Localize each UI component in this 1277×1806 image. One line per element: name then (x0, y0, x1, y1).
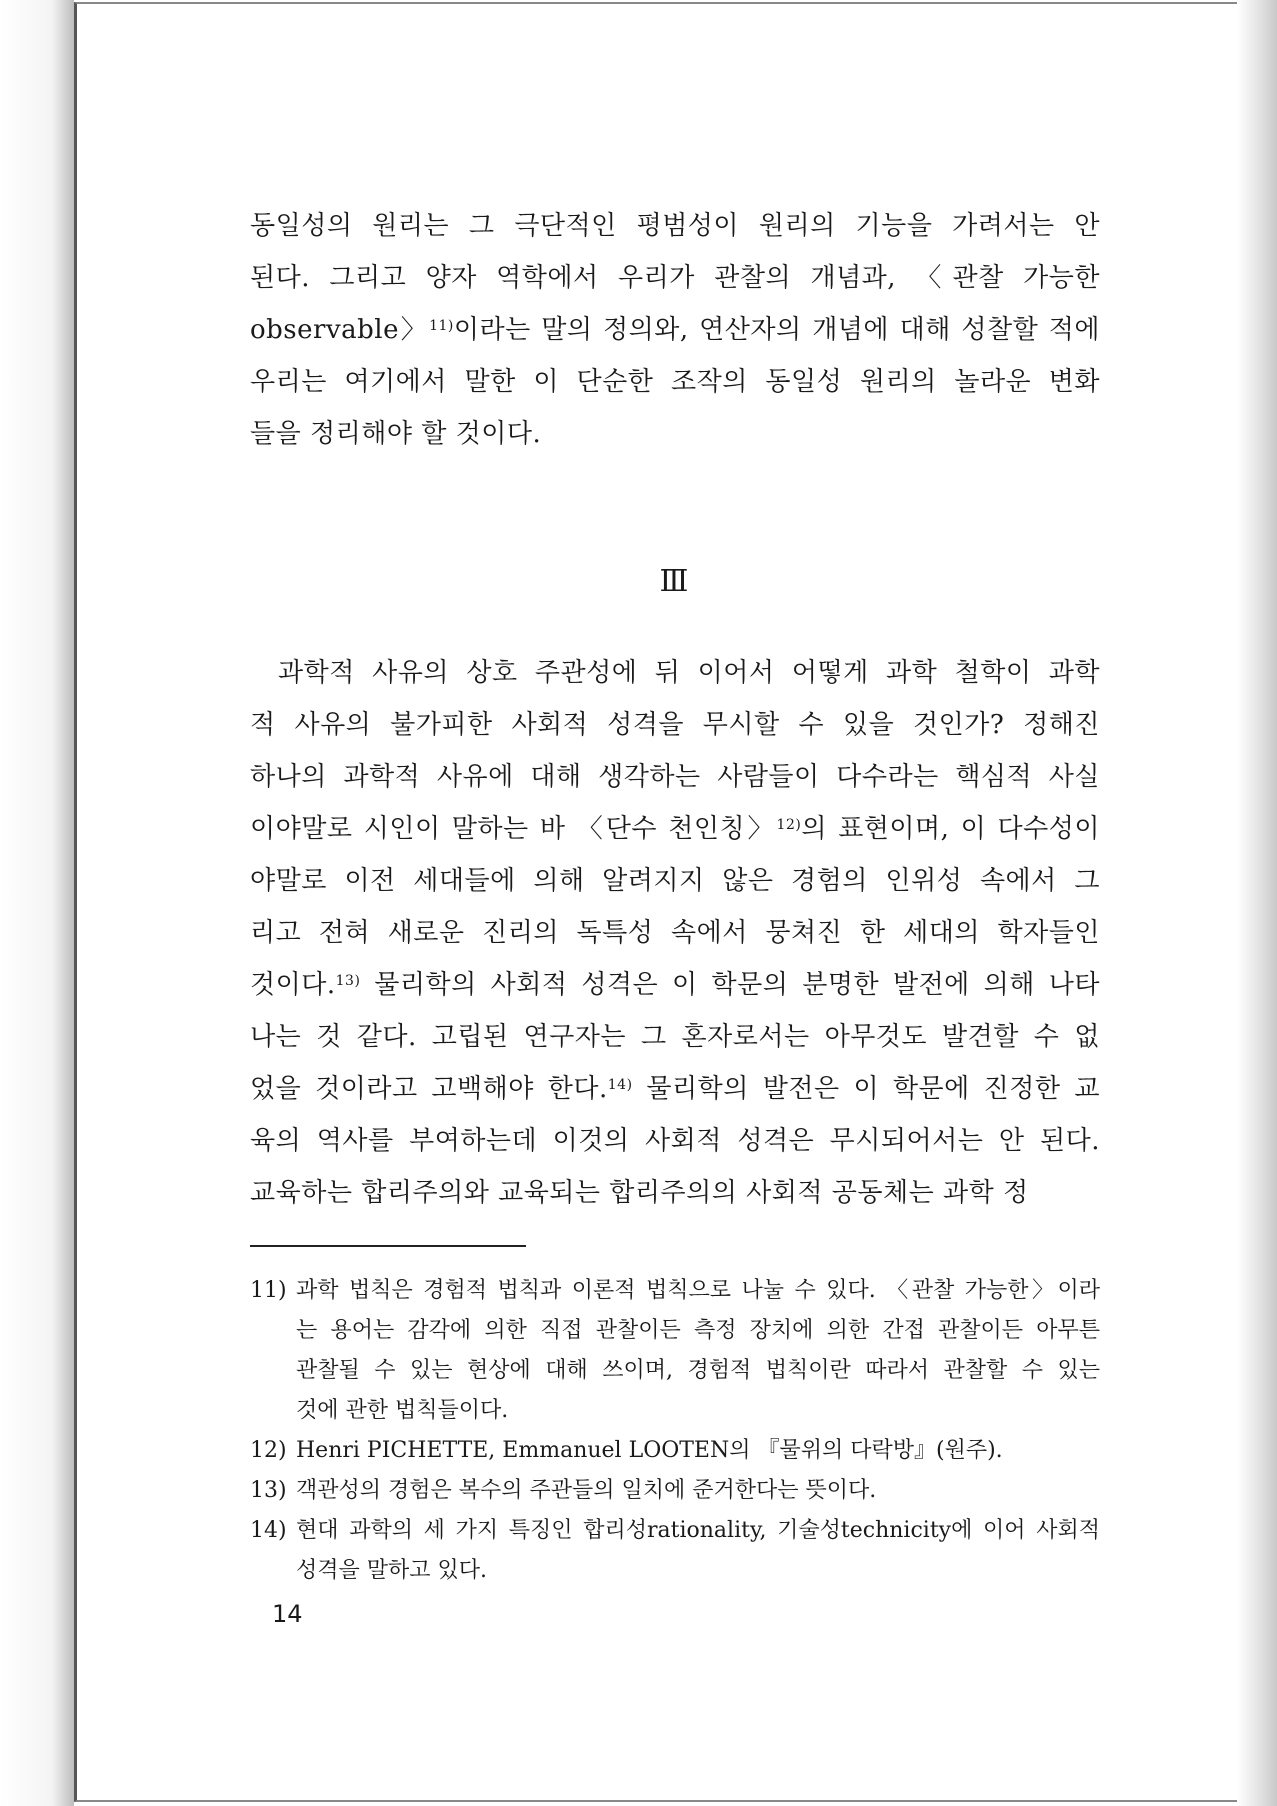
footnote-text (296, 1471, 1100, 1511)
text-segment: observable〉 (250, 315, 430, 345)
footnote-text (296, 1271, 1100, 1431)
footnotes (250, 1271, 1100, 1591)
text-line (250, 304, 1100, 356)
footnote-number: 14) (250, 1518, 287, 1543)
text-line: 리고 전혀 새로운 진리의 독특성 속에서 뭉쳐진 한 세대의 학자들인 (250, 918, 1100, 948)
footnote (250, 1511, 1100, 1591)
footnote-ref[interactable]: 13) (335, 973, 361, 989)
text-line: 현대 과학의 세 가지 특징인 합리성rationality, 기술성technicity에 이어 사회적 (296, 1518, 1100, 1543)
page-number: 14 (272, 1600, 303, 1628)
footnote-number: 11) (250, 1278, 287, 1303)
text-line: 과학 법칙은 경험적 법칙과 이론적 법칙으로 나눌 수 있다. 〈관찰 가능한〉이라 (296, 1278, 1100, 1303)
footnote-text (296, 1431, 1100, 1471)
text-line: 나는 것 같다. 고립된 연구자는 그 혼자로서는 아무것도 발견할 수 없 (250, 1022, 1100, 1052)
footnote-text (296, 1511, 1100, 1591)
text-line: 적 사유의 불가피한 사회적 성격을 무시할 수 있을 것인가? 정해진 (250, 710, 1100, 740)
footnote-ref[interactable]: 11) (429, 318, 454, 334)
text-segment: 의 표현이며, 이 다수성이 (801, 814, 1100, 844)
footnote (250, 1271, 1100, 1431)
text-segment: 것이다. (250, 970, 336, 1000)
text-segment: 물리학의 사회적 성격은 이 학문의 분명한 발전에 의해 나타 (360, 970, 1100, 1000)
text-line: 성격을 말하고 있다. (296, 1558, 487, 1583)
text-segment: 이야말로 시인이 말하는 바 〈단수 천인칭〉 (250, 814, 777, 844)
text-line: 는 용어는 감각에 의한 직접 관찰이든 측정 장치에 의한 간접 관찰이든 아무튼 (296, 1318, 1100, 1343)
paragraph-1 (250, 200, 1100, 460)
page-edge-shadow (1237, 0, 1277, 1806)
text-line: 된다. 그리고 양자 역학에서 우리가 관찰의 개념과, 〈관찰 가능한 (250, 263, 1100, 293)
text-line (250, 1063, 1100, 1115)
text-line: 동일성의 원리는 그 극단적인 평범성이 원리의 기능을 가려서는 안 (250, 211, 1100, 241)
text-line: 육의 역사를 부여하는데 이것의 사회적 성격은 무시되어서는 안 된다. (250, 1126, 1100, 1156)
footnote-number: 12) (250, 1438, 287, 1463)
footnote-ref[interactable]: 12) (776, 817, 802, 833)
text-line: 객관성의 경험은 복수의 주관들의 일치에 준거한다는 뜻이다. (296, 1478, 877, 1503)
text-segment: 이라는 말의 정의와, 연산자의 개념에 대해 성찰할 적에 (453, 315, 1100, 345)
section-heading: Ⅲ (659, 564, 691, 599)
text-line: 들을 정리해야 할 것이다. (250, 419, 542, 449)
text-line (250, 959, 1100, 1011)
text-line: 교육하는 합리주의와 교육되는 합리주의의 사회적 공동체는 과학 정 (250, 1178, 1029, 1208)
text-line: 관찰될 수 있는 현상에 대해 쓰이며, 경험적 법칙이란 따라서 관찰할 수 있는 (296, 1358, 1100, 1383)
footnote-ref[interactable]: 14) (607, 1077, 633, 1093)
text-segment: 물리학의 발전은 이 학문에 진정한 교 (632, 1074, 1100, 1104)
footnote (250, 1471, 1100, 1511)
footnote-number: 13) (250, 1478, 287, 1503)
footnote-rule (250, 1245, 526, 1247)
text-line: 하나의 과학적 사유에 대해 생각하는 사람들이 다수라는 핵심적 사실 (250, 762, 1100, 792)
page-content (250, 200, 1100, 1591)
text-line: 야말로 이전 세대들에 의해 알려지지 않은 경험의 인위성 속에서 그 (250, 866, 1100, 896)
text-line (250, 803, 1100, 855)
text-line: Henri PICHETTE, Emmanuel LOOTEN의 『물위의 다락방』(원주). (296, 1438, 1003, 1463)
paragraph-2 (250, 647, 1100, 1219)
text-line: 우리는 여기에서 말한 이 단순한 조작의 동일성 원리의 놀라운 변화 (250, 367, 1100, 397)
text-line: 과학적 사유의 상호 주관성에 뒤 이어서 어떻게 과학 철학이 과학 (278, 658, 1100, 688)
footnote (250, 1431, 1100, 1471)
text-line: 것에 관한 법칙들이다. (296, 1398, 509, 1423)
page-gutter (0, 0, 74, 1806)
text-segment: 었을 것이라고 고백해야 한다. (250, 1074, 608, 1104)
